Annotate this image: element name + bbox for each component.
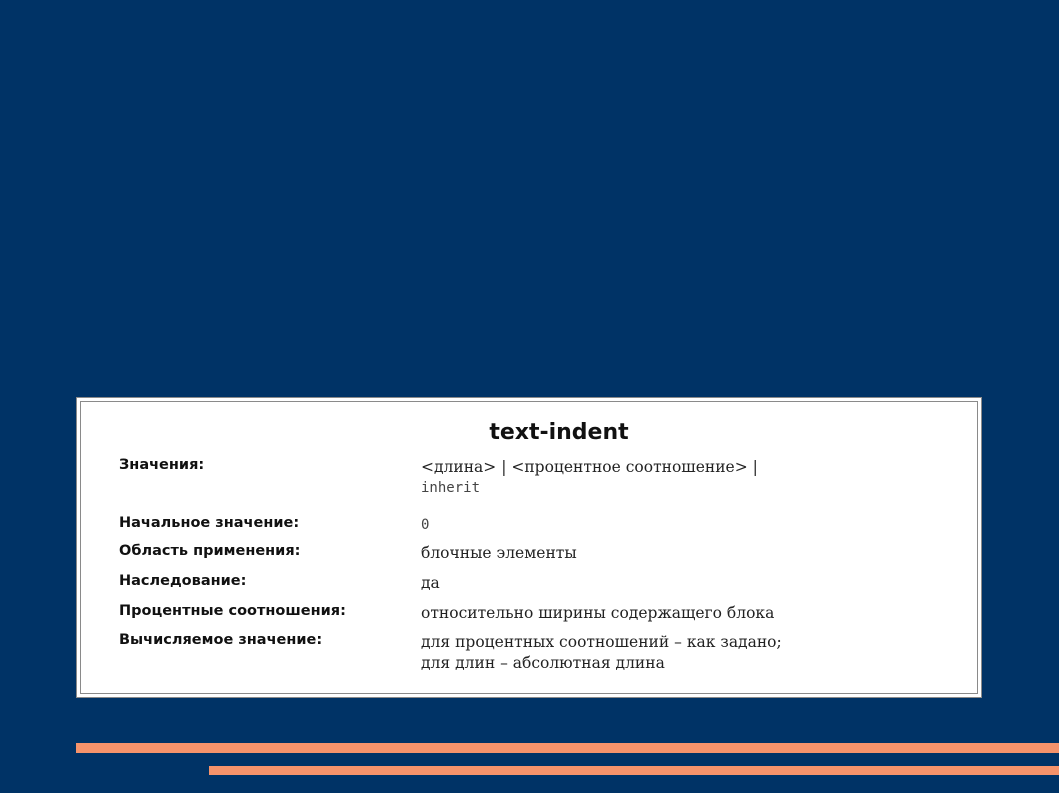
row-value [421,457,961,499]
row-value [421,632,961,674]
row-label: Начальное значение: [119,515,300,531]
row-value: да [421,574,440,592]
row-value-line: для процентных соотношений – как задано; [421,633,782,651]
property-title: text-indent [489,420,629,445]
row-label: Область применения: [119,543,301,559]
row-value-line: inherit [421,480,481,496]
row-value-line: для длин – абсолютная длина [421,654,665,672]
row-value: 0 [421,517,430,533]
row-label: Наследование: [119,573,247,589]
row-value-line: <длина> | <процентное соотношение> | [421,458,758,476]
row-label: Вычисляемое значение: [119,632,323,648]
property-card [76,397,982,698]
row-value: относительно ширины содержащего блока [421,604,775,622]
decorative-stripe-top [76,743,1059,753]
row-label: Процентные соотношения: [119,603,346,619]
decorative-stripe-bottom [209,766,1059,775]
row-value: блочные элементы [421,544,577,562]
property-card-frame [80,401,978,694]
row-label: Значения: [119,457,205,473]
